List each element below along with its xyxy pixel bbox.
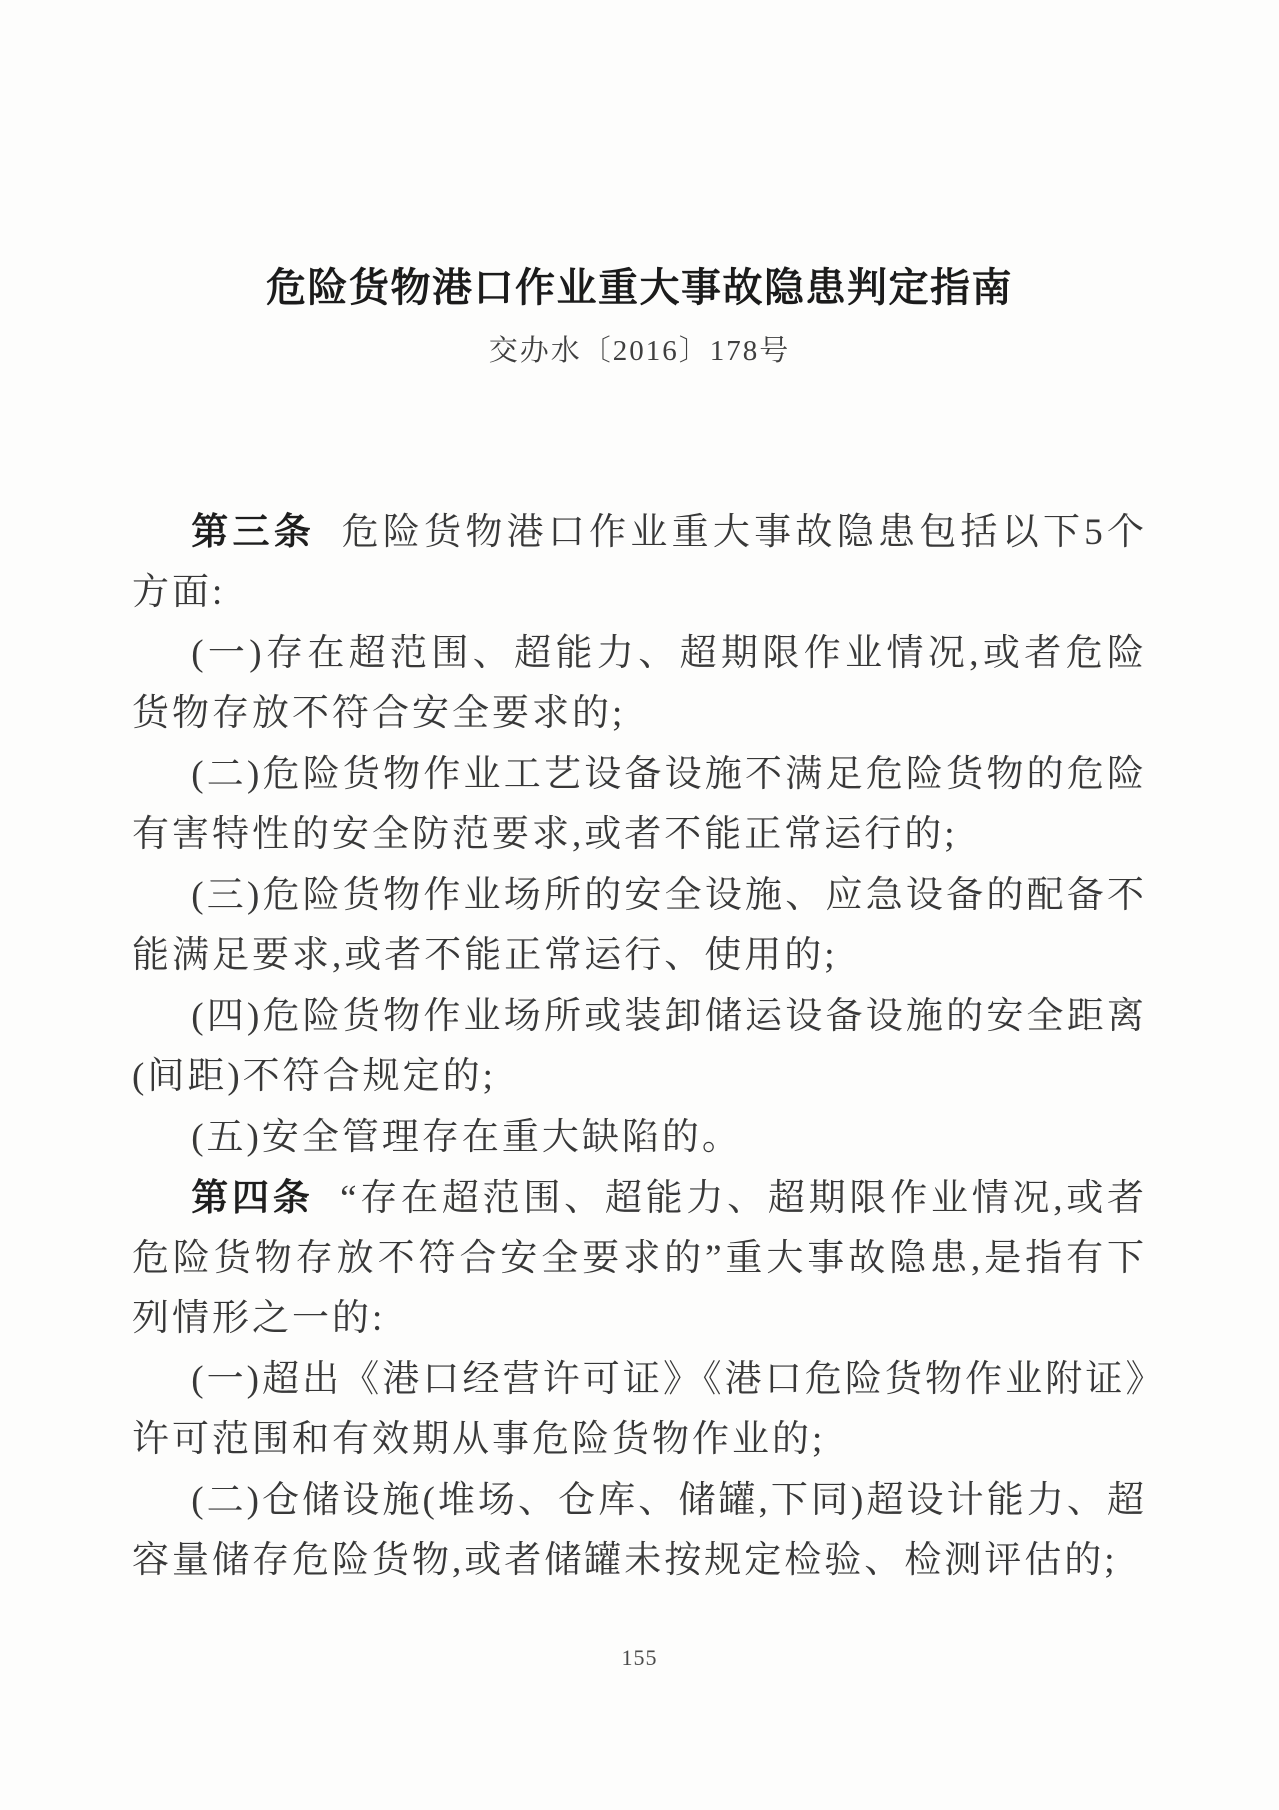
- document-number: 交办水〔2016〕178号: [488, 335, 791, 367]
- paragraph-article-4: [132, 1168, 1147, 1349]
- paragraph-item-3: [132, 865, 1147, 986]
- paragraph-article-3: [132, 502, 1147, 623]
- paragraph-text: (三)危险货物作业场所的安全设施、应急设备的配备不能满足要求,或者不能正常运行、使用的;: [132, 874, 1147, 976]
- paragraph-item-2: [132, 744, 1147, 865]
- document-body: [132, 502, 1147, 1591]
- paragraph-item-6: [132, 1349, 1147, 1470]
- paragraph-text: (五)安全管理存在重大缺陷的。: [191, 1116, 742, 1158]
- document-title: 危险货物港口作业重大事故隐患判定指南: [266, 266, 1013, 310]
- paragraph-item-7: [132, 1470, 1147, 1591]
- article-4-lead: 第四条: [191, 1176, 314, 1218]
- paragraph-text: “存在超范围、超能力、超期限作业情况,或者危险货物存放不符合安全要求的”重大事故隐患,是指有下列情形之一的:: [132, 1177, 1148, 1339]
- paragraph-item-4: [132, 986, 1147, 1107]
- paragraph-text: (二)危险货物作业工艺设备设施不满足危险货物的危险有害特性的安全防范要求,或者不能正常运行的;: [132, 753, 1147, 855]
- paragraph-item-1: [132, 623, 1147, 744]
- paragraph-text: (四)危险货物作业场所或装卸储运设备设施的安全距离(间距)不符合规定的;: [132, 995, 1147, 1097]
- article-3-lead: 第三条: [191, 510, 315, 552]
- paragraph-text: (二)仓储设施(堆场、仓库、储罐,下同)超设计能力、超容量储存危险货物,或者储罐未按规定检验、检测评估的;: [132, 1479, 1147, 1581]
- paragraph-text: (一)存在超范围、超能力、超期限作业情况,或者危险货物存放不符合安全要求的;: [132, 632, 1147, 734]
- paragraph-text: 危险货物港口作业重大事故隐患包括以下5个方面:: [132, 511, 1148, 613]
- paragraph-item-5: [132, 1107, 1147, 1168]
- paragraph-text: (一)超出《港口经营许可证》《港口危险货物作业附证》许可范围和有效期从事危险货物作业的;: [132, 1358, 1147, 1460]
- page-number: 155: [621, 1645, 658, 1670]
